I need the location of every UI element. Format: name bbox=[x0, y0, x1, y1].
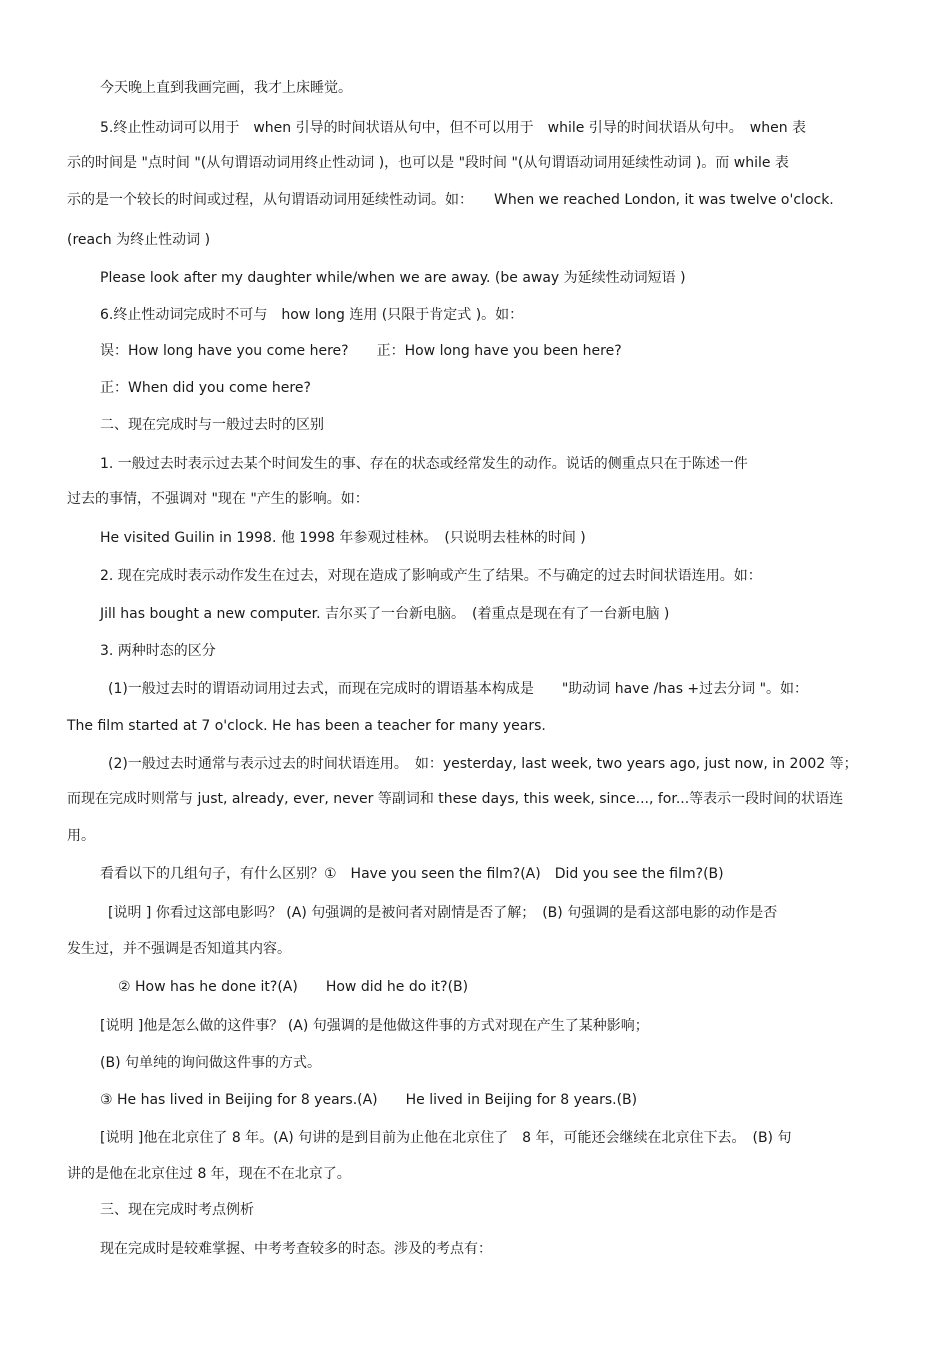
text-line: (2)一般过去时通常与表示过去的时间状语连用。 如：yesterday, last week, two years ago, just now, in 2002 等； bbox=[108, 756, 858, 772]
text-line: He visited Guilin in 1998. 他 1998 年参观过桂林。 (只说明去桂林的时间 ) bbox=[100, 530, 586, 546]
text-line: 示的是一个较长的时间或过程，从句谓语动词用延续性动词。如： When we reached London, it was twelve o'clock. bbox=[67, 192, 834, 208]
text-line: 3. 两种时态的区分 bbox=[100, 643, 216, 659]
section-heading: 三、现在完成时考点例析 bbox=[100, 1202, 254, 1218]
text-line: 误：How long have you come here? 正：How long have you been here? bbox=[100, 343, 622, 359]
text-line: (1)一般过去时的谓语动词用过去式，而现在完成时的谓语基本构成是 "助动词 have /has +过去分词 "。如： bbox=[108, 681, 809, 697]
section-heading: 二、现在完成时与一般过去时的区别 bbox=[100, 417, 324, 433]
text-line: 讲的是他在北京住过 8 年，现在不在北京了。 bbox=[67, 1166, 351, 1182]
text-line: ② How has he done it?(A) How did he do it?(B) bbox=[118, 979, 469, 995]
text-line: 发生过，并不强调是否知道其内容。 bbox=[67, 941, 291, 957]
text-line: 6.终止性动词完成时不可与 how long 连用 (只限于肯定式 )。如： bbox=[100, 307, 524, 323]
text-line: [说明 ]他是怎么做的这件事？ (A) 句强调的是他做这件事的方式对现在产生了某种影响； bbox=[100, 1018, 649, 1034]
text-line: 1. 一般过去时表示过去某个时间发生的事、存在的状态或经常发生的动作。说话的侧重点只在于陈述一件 bbox=[100, 456, 748, 472]
text-line: The film started at 7 o'clock. He has been a teacher for many years. bbox=[67, 718, 546, 734]
text-line: (B) 句单纯的询问做这件事的方式。 bbox=[100, 1055, 321, 1071]
text-line: [说明 ] 你看过这部电影吗？ (A) 句强调的是被问者对剧情是否了解； (B) 句强调的是看这部电影的动作是否 bbox=[108, 905, 778, 921]
text-line: 示的时间是 "点时间 "(从句谓语动词用终止性动词 )，也可以是 "段时间 "(从句谓语动词用延续性动词 )。而 while 表 bbox=[67, 155, 789, 171]
text-line: 用。 bbox=[67, 828, 95, 844]
text-line: 5.终止性动词可以用于 when 引导的时间状语从句中，但不可以用于 while 引导的时间状语从句中。 when 表 bbox=[100, 120, 807, 136]
text-line: [说明 ]他在北京住了 8 年。(A) 句讲的是到目前为止他在北京住了 8 年，可能还会继续在北京住下去。 (B) 句 bbox=[100, 1130, 792, 1146]
text-line: 而现在完成时则常与 just, already, ever, never 等副词和 these days, this week, since..., for...等表示一段时间的状语连 bbox=[67, 791, 844, 807]
text-line: 看看以下的几组句子，有什么区别？① Have you seen the film?(A) Did you see the film?(B) bbox=[100, 866, 724, 882]
text-line: 今天晚上直到我画完画，我才上床睡觉。 bbox=[100, 80, 352, 96]
text-line: 正：When did you come here? bbox=[100, 380, 311, 396]
text-line: 现在完成时是较难掌握、中考考查较多的时态。涉及的考点有： bbox=[100, 1241, 492, 1257]
text-line: Please look after my daughter while/when we are away. (be away 为延续性动词短语 ) bbox=[100, 270, 686, 286]
text-line: 过去的事情，不强调对 "现在 "产生的影响。如： bbox=[67, 491, 369, 507]
text-line: (reach 为终止性动词 ) bbox=[67, 232, 211, 248]
text-line: Jill has bought a new computer. 吉尔买了一台新电脑。 (着重点是现在有了一台新电脑 ) bbox=[100, 606, 670, 622]
text-line: 2. 现在完成时表示动作发生在过去，对现在造成了影响或产生了结果。不与确定的过去时间状语连用。如： bbox=[100, 568, 762, 584]
text-line: ③ He has lived in Beijing for 8 years.(A) He lived in Beijing for 8 years.(B) bbox=[100, 1092, 638, 1108]
